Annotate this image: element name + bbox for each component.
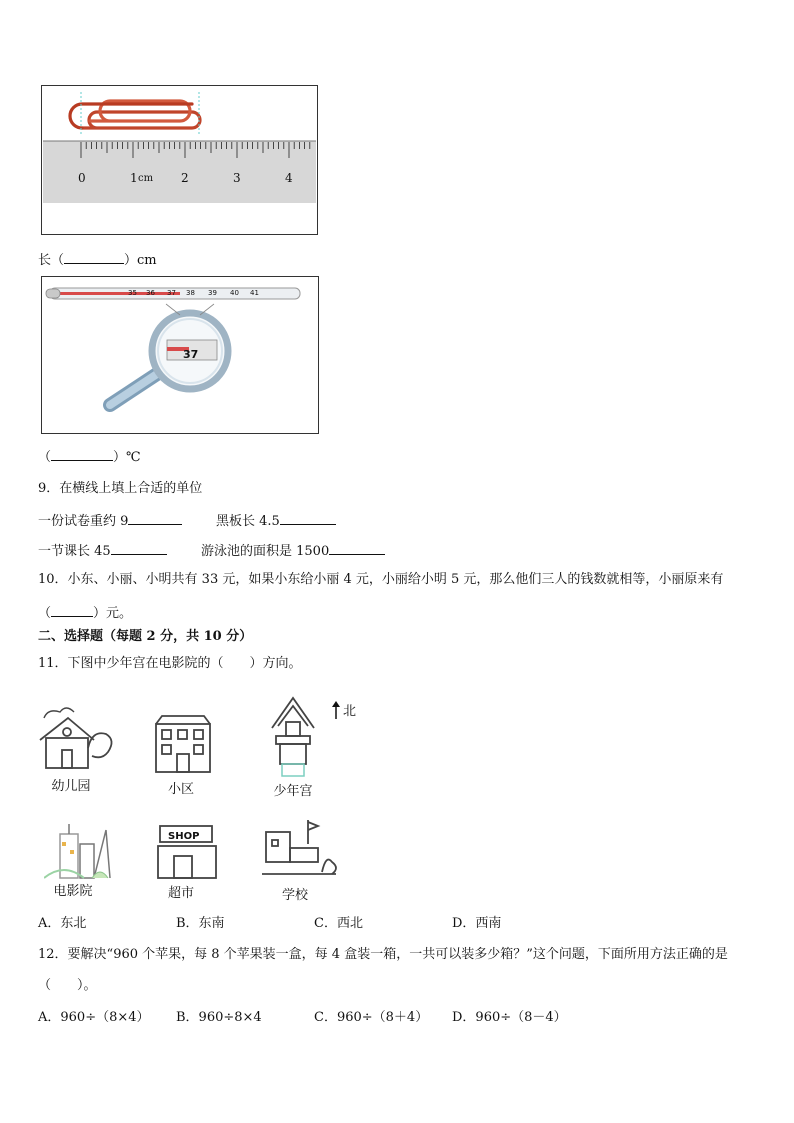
north-arrow-icon [330,700,342,720]
scale-39: 39 [208,289,217,297]
residential-icon [154,714,212,774]
ruler-illustration [42,86,317,234]
ruler-tick-4: 4 [285,171,293,185]
q9-row1b [216,511,336,531]
q9-title: 9．在横线上填上合适的单位 [38,481,203,496]
q10-blank[interactable] [51,603,93,617]
q12-option-a[interactable]: A．960÷（8×4） [38,1010,150,1025]
thermometer-answer-line [38,447,141,467]
thermometer-illustration [42,277,318,433]
scale-40: 40 [230,289,239,297]
q12-line1: 12．要解决“960 个苹果，每 8 个苹果装一盒，每 4 盒装一箱，一共可以装多少箱？”这个问题，下面所用方法正确的是 [38,947,728,962]
q11-option-b[interactable]: B．东南 [176,916,225,931]
q10-line2 [38,603,132,623]
q9-row2b-text: 游泳池的面积是 1500 [201,544,330,559]
ruler-tick-1: 1 [130,171,138,185]
place-supermarket: 超市 [167,886,194,901]
thermo-answer-suffix: ）℃ [113,450,141,465]
north-label: 北 [343,704,357,719]
thermo-answer-prefix: （ [38,450,52,465]
north-indicator [330,700,357,724]
scale-35: 35 [128,289,137,297]
place-youth-palace: 少年宫 [273,784,313,799]
shop-sign: SHOP [168,831,200,842]
section2-title: 二、选择题（每题 2 分，共 10 分） [38,629,253,644]
supermarket-icon [154,822,222,880]
q9-blank-2[interactable] [280,511,336,525]
q9-blank-3[interactable] [111,541,167,555]
ruler-answer-suffix: ）cm [124,253,157,268]
kindergarten-icon [36,700,116,772]
place-kindergarten: 幼儿园 [51,779,91,794]
q12-option-d[interactable]: D．960÷（8－4） [452,1010,567,1025]
q11-option-a[interactable]: A．东北 [38,916,87,931]
place-residential: 小区 [167,782,194,797]
ruler-tick-0: 0 [78,171,86,185]
q9-row1a [38,511,182,531]
q11-title: 11．下图中少年宫在电影院的（ ）方向。 [38,656,302,671]
scale-38: 38 [186,289,195,297]
place-cinema: 电影院 [53,884,93,899]
q10-line1: 10．小东、小丽、小明共有 33 元，如果小东给小丽 4 元，小丽给小明 5 元，那么他们三人的钱数就相等，小丽原来有 [38,572,724,587]
ruler-answer-prefix: 长（ [38,253,65,268]
thermo-answer-blank[interactable] [51,447,113,461]
youth-palace-icon [268,696,318,778]
scale-41: 41 [250,289,259,297]
q12-line2: （ ）。 [38,978,97,993]
ruler-answer-blank[interactable] [64,250,124,264]
ruler-answer-line [38,250,157,270]
q9-row1b-text: 黑板长 4.5 [216,514,280,529]
paperclip-icon [70,101,200,128]
ruler-figure [41,85,318,235]
q11-option-d[interactable]: D．西南 [452,916,502,931]
q9-row2a [38,541,167,561]
q12-option-c[interactable]: C．960÷（8＋4） [314,1010,429,1025]
q9-blank-4[interactable] [329,541,385,555]
thermometer-figure [41,276,319,434]
scale-37: 37 [167,289,176,297]
ruler-tick-3: 3 [233,171,241,185]
scale-36: 36 [146,289,155,297]
q12-option-b[interactable]: B．960÷8×4 [176,1010,262,1025]
magnified-reading: 37 [183,348,199,361]
q11-option-c[interactable]: C．西北 [314,916,363,931]
ruler-unit: cm [138,173,154,184]
q10-suffix: ）元。 [93,606,133,621]
q9-row2b [201,541,385,561]
ruler-tick-2: 2 [181,171,189,185]
school-icon [262,818,340,878]
place-school: 学校 [281,888,308,903]
q9-row1a-text: 一份试卷重约 9 [38,514,129,529]
q10-prefix: （ [38,606,52,621]
cinema-icon [44,822,112,882]
q9-row2a-text: 一节课长 45 [38,544,111,559]
q9-blank-1[interactable] [128,511,182,525]
